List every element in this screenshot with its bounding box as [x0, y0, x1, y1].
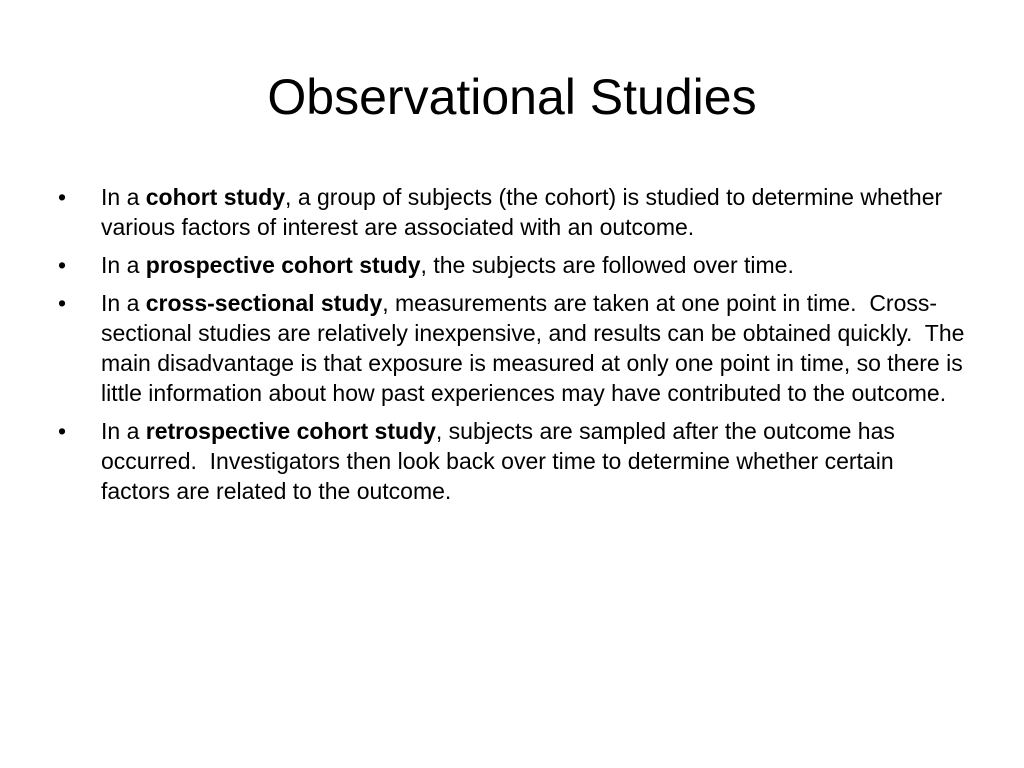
bullet-prefix: In a — [101, 418, 146, 444]
bullet-text: , the subjects are followed over time. — [420, 252, 794, 278]
bullet-term: retrospective cohort study — [145, 418, 436, 444]
bullet-text: , measurements are taken at one point in time. Cross-sectional studies are relatively inexpensive, and results can be obtained quickly. The main disadvantage is that exposure is measured at only one point in time, so there is little information about how past experiences may have contributed to the outcome. — [101, 290, 971, 406]
bullet-prefix: In a — [101, 290, 146, 316]
bullet-item-retrospective-cohort-study — [58, 416, 968, 506]
bullet-item-cross-sectional-study — [58, 288, 971, 408]
slide-title: Observational Studies — [267, 69, 757, 125]
bullet-icon: • — [58, 252, 67, 278]
bullet-list — [58, 182, 971, 514]
bullet-term: prospective cohort study — [145, 252, 421, 278]
bullet-prefix: In a — [101, 252, 146, 278]
bullet-text: , subjects are sampled after the outcome has occurred. Investigators then look back over time to determine whether certain factors are related to the outcome. — [101, 418, 902, 504]
bullet-prefix: In a — [101, 184, 146, 210]
bullet-icon: • — [58, 290, 67, 316]
bullet-term: cohort study — [145, 184, 286, 210]
bullet-item-cohort-study — [58, 182, 968, 242]
bullet-icon: • — [58, 184, 67, 210]
bullet-item-prospective-cohort-study — [58, 250, 968, 280]
bullet-icon: • — [58, 418, 67, 444]
bullet-text: , a group of subjects (the cohort) is studied to determine whether various factors of interest are associated with an outcome. — [101, 184, 949, 240]
bullet-term: cross-sectional study — [145, 290, 383, 316]
